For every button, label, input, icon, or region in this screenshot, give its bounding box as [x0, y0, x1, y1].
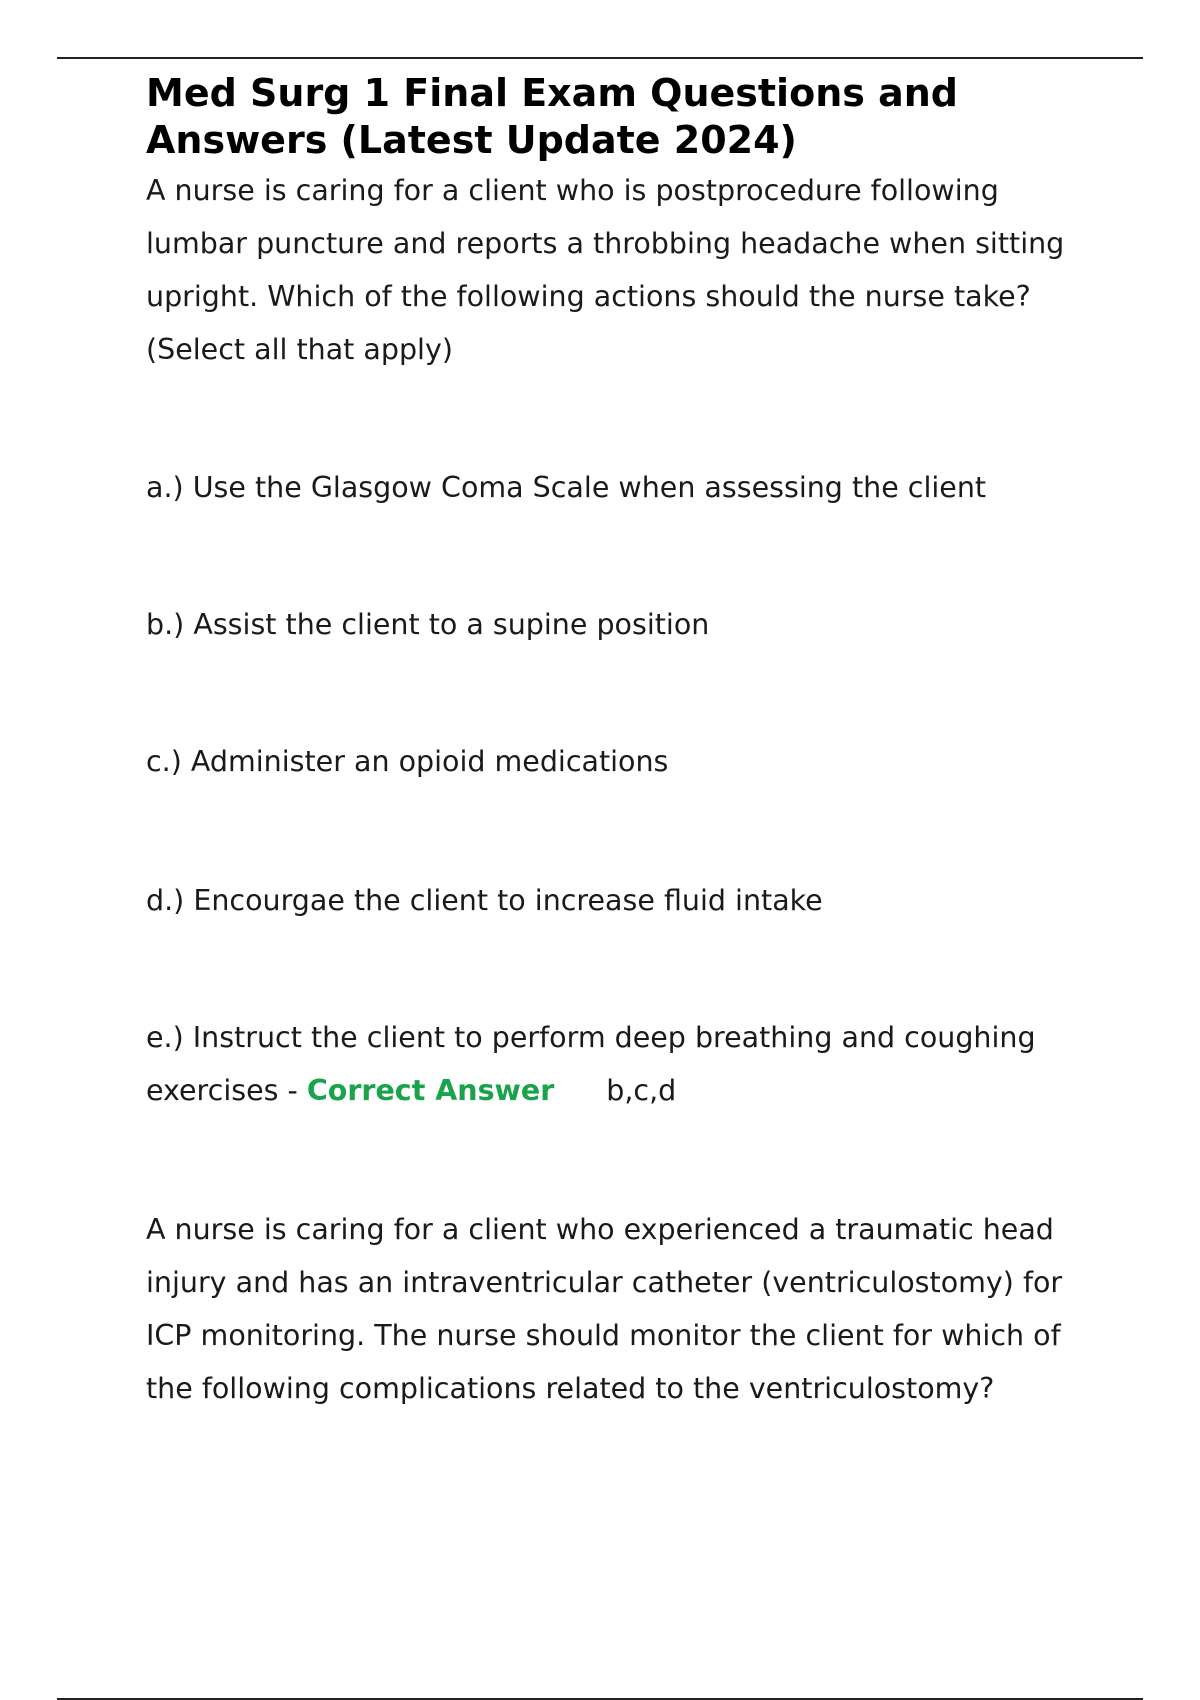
question-1-option-a: a.) Use the Glasgow Coma Scale when assessing the client — [146, 471, 987, 504]
document-body — [146, 70, 1086, 1415]
question-2-stem: A nurse is caring for a client who experienced a traumatic head injury and has an intraventricular catheter (ventriculostomy) for ICP monitoring. The nurse should monitor the client for which of the following complications related to the ventriculostomy? — [146, 1213, 1063, 1405]
question-1-option-d: d.) Encourgae the client to increase fluid intake — [146, 884, 823, 917]
question-1-option-e — [146, 1011, 1086, 1117]
question-1-option-c: c.) Administer an opioid medications — [146, 745, 669, 778]
correct-answer-label: Correct Answer — [306, 1074, 555, 1107]
question-1-stem: A nurse is caring for a client who is postprocedure following lumbar puncture and reports a throbbing headache when sitting upright. Which of the following actions should the nurse take? (Select all that apply) — [146, 174, 1065, 366]
question-1-option-b: b.) Assist the client to a supine position — [146, 608, 710, 641]
question-1-option-e-text: e.) Instruct the client to perform deep breathing and coughing exercises - — [146, 1021, 1036, 1107]
document-title: Med Surg 1 Final Exam Questions and Answers (Latest Update 2024) — [146, 71, 958, 162]
top-divider — [57, 57, 1143, 59]
correct-answer-value: b,c,d — [606, 1074, 677, 1107]
